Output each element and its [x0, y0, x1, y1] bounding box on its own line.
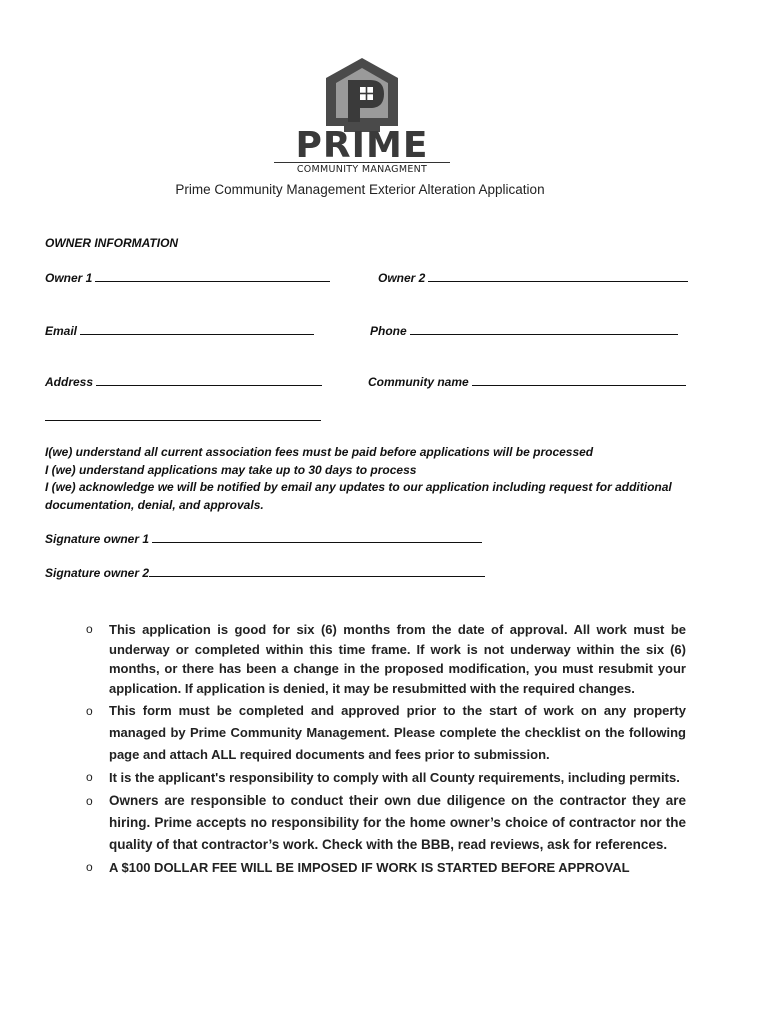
brand-subtitle: COMMUNITY MANAGMENT [274, 162, 450, 176]
email-label: Email [45, 324, 78, 338]
term-contractor-text: Owners are responsible to conduct their own due diligence on the contractor they are hiring. Prime accepts no responsibility for the home owner’s choice of contractor nor the quality of that contractor’s work. Check with the BBB, read reviews, ask for references. [109, 792, 686, 852]
terms-list [86, 620, 686, 879]
address-line[interactable] [96, 375, 322, 386]
owner2-label: Owner 2 [378, 271, 426, 285]
ack-email-notifications: I (we) acknowledge we will be notified by email any updates to our application including request for additional documentation, denial, and approvals. [45, 480, 672, 512]
list-item [86, 700, 686, 766]
signature-owner2-line[interactable] [149, 566, 485, 577]
list-item [86, 790, 686, 856]
list-item [86, 620, 686, 698]
bullet-marker: o [86, 859, 93, 874]
house-p-logo-icon [322, 56, 402, 134]
term-county-text: It is the applicant's responsibility to comply with all County requirements, including permits. [109, 770, 680, 785]
bullet-marker: o [86, 622, 93, 636]
page-title: Prime Community Management Exterior Alteration Application [175, 182, 545, 197]
owner2-field[interactable] [378, 271, 688, 285]
term-validity-text: This application is good for six (6) months from the date of approval. All work must be underway or completed within this time frame. If work is not underway within the six (6) months, or there has been a change in the proposed modification, you must resubmit your application. If application is denied, it may be resubmitted with the required changes. [109, 622, 686, 696]
address-field[interactable] [45, 375, 322, 389]
owner1-field[interactable] [45, 271, 330, 285]
term-approval-text: This form must be completed and approved prior to the start of work on any property managed by Prime Community Management. Please complete the checklist on the following page and attach ALL required documents and fees prior to submission. [109, 703, 686, 762]
email-line[interactable] [80, 324, 314, 335]
email-field[interactable] [45, 324, 314, 338]
community-name-line[interactable] [472, 375, 686, 386]
community-name-field[interactable] [368, 375, 686, 389]
signature-owner2-label: Signature owner 2 [45, 566, 150, 580]
address-line-2-rule[interactable] [45, 410, 321, 421]
owner1-label: Owner 1 [45, 271, 93, 285]
community-name-label: Community name [368, 375, 469, 389]
owner-info-heading: OWNER INFORMATION [45, 236, 179, 250]
term-fee-text: A $100 DOLLAR FEE WILL BE IMPOSED IF WORK IS STARTED BEFORE APPROVAL [109, 859, 630, 875]
owner2-line[interactable] [428, 271, 688, 282]
phone-label: Phone [370, 324, 407, 338]
bullet-marker: o [86, 770, 93, 784]
owner1-line[interactable] [95, 271, 330, 282]
signature-owner1-line[interactable] [152, 532, 482, 543]
acknowledgements [45, 444, 705, 514]
list-item [86, 768, 686, 788]
address-label: Address [45, 375, 94, 389]
bullet-marker: o [86, 704, 93, 718]
prime-logo [274, 52, 450, 174]
ack-fees: I(we) understand all current association fees must be paid before applications will be processed [45, 445, 594, 459]
signature-owner1-label: Signature owner 1 [45, 532, 150, 546]
brand-name: PRIME [295, 125, 429, 166]
signature-owner2-field[interactable] [45, 566, 485, 580]
list-item [86, 858, 686, 878]
bullet-marker: o [86, 793, 93, 808]
signature-owner1-field[interactable] [45, 532, 482, 546]
phone-field[interactable] [370, 324, 678, 338]
phone-line[interactable] [410, 324, 678, 335]
address-line-2[interactable] [45, 410, 321, 424]
ack-processing-time: I (we) understand applications may take up to 30 days to process [45, 462, 417, 477]
